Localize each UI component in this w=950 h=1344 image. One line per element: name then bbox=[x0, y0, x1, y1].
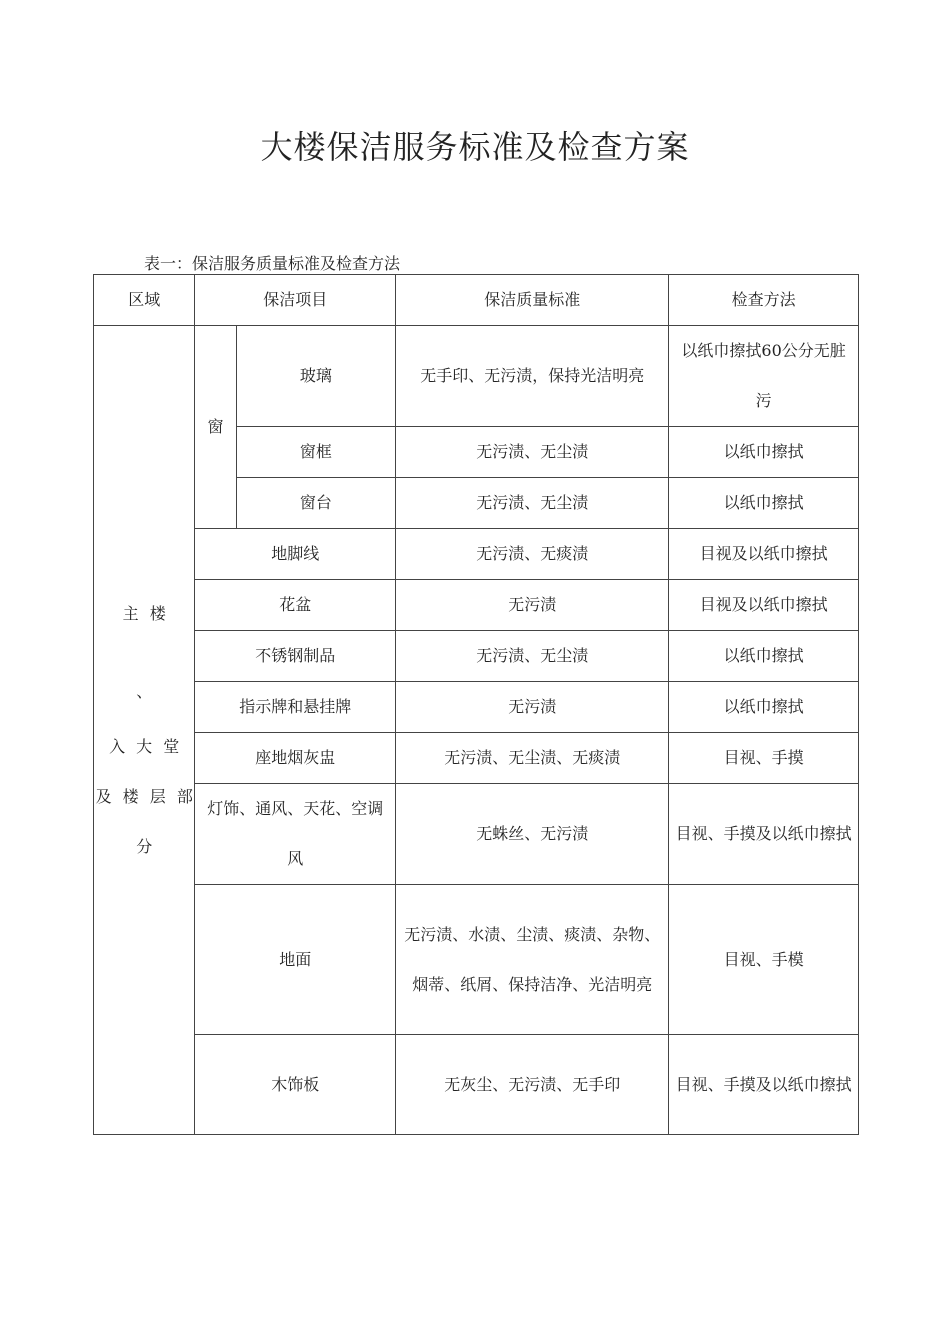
document-title: 大楼保洁服务标准及检查方案 bbox=[260, 128, 690, 166]
table-row bbox=[94, 733, 859, 784]
header-standard: 保洁质量标准 bbox=[396, 275, 669, 326]
table-row bbox=[94, 682, 859, 733]
method-cell: 目视、手摸及以纸巾擦拭 bbox=[669, 784, 859, 885]
method-cell: 目视、手模 bbox=[669, 885, 859, 1035]
method-cell: 以纸巾擦拭 bbox=[669, 427, 859, 478]
standard-cell: 无污渍 bbox=[396, 682, 669, 733]
method-cell: 以纸巾擦拭 bbox=[669, 682, 859, 733]
item-cell: 木饰板 bbox=[195, 1035, 396, 1135]
item-cell: 不锈钢制品 bbox=[195, 631, 396, 682]
item-cell: 玻璃 bbox=[236, 326, 396, 427]
table-row bbox=[94, 580, 859, 631]
table-row bbox=[94, 326, 859, 427]
table-row bbox=[94, 885, 859, 1035]
area-line: 入 大 堂 bbox=[109, 736, 180, 756]
item-cell: 窗台 bbox=[236, 478, 396, 529]
cleaning-standards-table bbox=[93, 274, 859, 1135]
table-row bbox=[94, 1035, 859, 1135]
table-row bbox=[94, 784, 859, 885]
item-cell: 灯饰、通风、天花、空调风 bbox=[195, 784, 396, 885]
table-header-row bbox=[94, 275, 859, 326]
header-item: 保洁项目 bbox=[195, 275, 396, 326]
standard-cell: 无污渍、无痰渍 bbox=[396, 529, 669, 580]
item-cell: 窗框 bbox=[236, 427, 396, 478]
item-cell: 座地烟灰盅 bbox=[195, 733, 396, 784]
area-line: 及 楼 层 部 bbox=[95, 786, 193, 806]
standard-cell: 无手印、无污渍，保持光洁明亮 bbox=[396, 326, 669, 427]
method-cell: 以纸巾擦拭 bbox=[669, 478, 859, 529]
header-method: 检查方法 bbox=[669, 275, 859, 326]
standard-cell: 无蛛丝、无污渍 bbox=[396, 784, 669, 885]
method-cell: 以纸巾擦拭60公分无脏污 bbox=[669, 326, 859, 427]
area-line: 分 bbox=[136, 836, 153, 856]
method-cell: 目视及以纸巾擦拭 bbox=[669, 529, 859, 580]
table-row bbox=[94, 529, 859, 580]
standard-cell: 无污渍、水渍、尘渍、痰渍、杂物、烟蒂、纸屑、保持洁净、光洁明亮 bbox=[396, 885, 669, 1035]
area-line: 主 楼 bbox=[122, 603, 166, 623]
standard-cell: 无污渍、无尘渍 bbox=[396, 427, 669, 478]
method-cell: 目视、手摸 bbox=[669, 733, 859, 784]
area-line: 、 bbox=[136, 681, 153, 701]
item-cell: 地脚线 bbox=[195, 529, 396, 580]
method-cell: 目视及以纸巾擦拭 bbox=[669, 580, 859, 631]
standard-cell: 无污渍、无尘渍 bbox=[396, 631, 669, 682]
standard-cell: 无灰尘、无污渍、无手印 bbox=[396, 1035, 669, 1135]
area-label bbox=[94, 589, 194, 872]
table-row bbox=[94, 631, 859, 682]
area-cell bbox=[94, 326, 195, 1135]
item-cell: 指示牌和悬挂牌 bbox=[195, 682, 396, 733]
standard-cell: 无污渍、无尘渍 bbox=[396, 478, 669, 529]
method-cell: 以纸巾擦拭 bbox=[669, 631, 859, 682]
item-cell: 花盆 bbox=[195, 580, 396, 631]
method-cell: 目视、手摸及以纸巾擦拭 bbox=[669, 1035, 859, 1135]
header-area: 区域 bbox=[94, 275, 195, 326]
standard-cell: 无污渍 bbox=[396, 580, 669, 631]
window-group-label: 窗 bbox=[195, 326, 236, 529]
item-cell: 地面 bbox=[195, 885, 396, 1035]
standard-cell: 无污渍、无尘渍、无痰渍 bbox=[396, 733, 669, 784]
table-caption: 表一：保洁服务质量标准及检查方法 bbox=[144, 254, 401, 273]
